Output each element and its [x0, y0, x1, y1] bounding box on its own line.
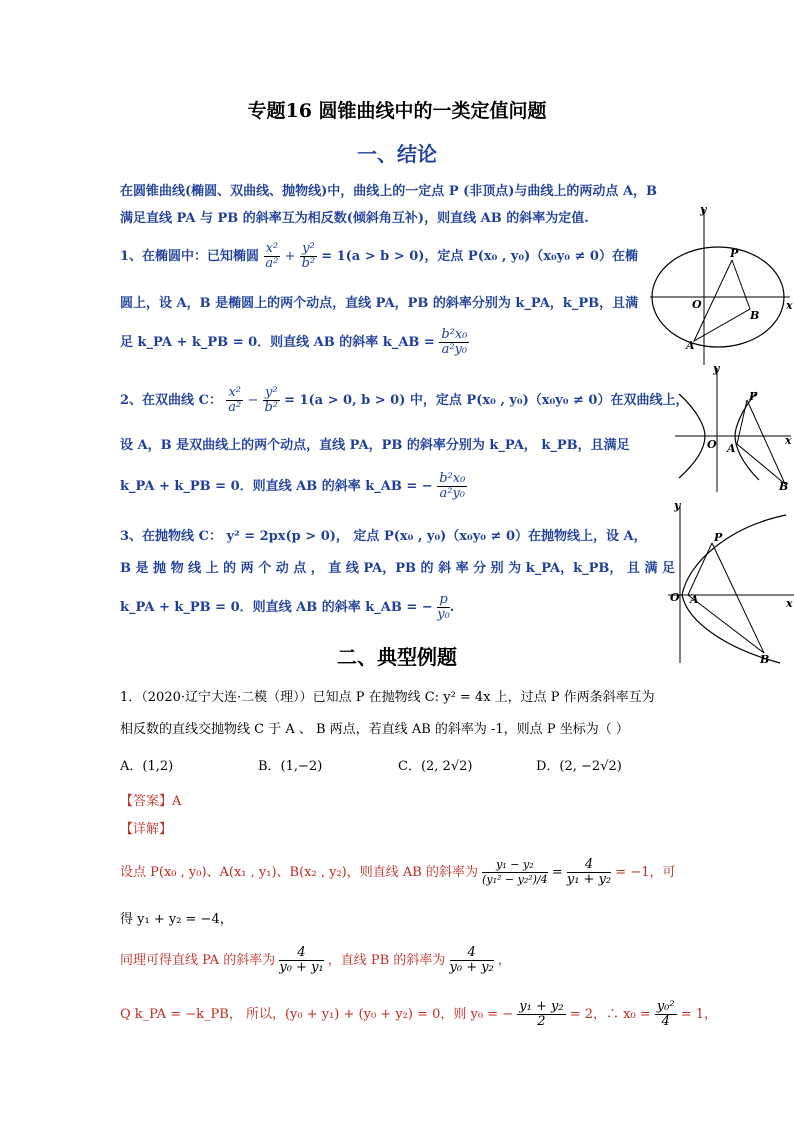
item1-line-1: 1、在椭圆中：已知椭圆 $\frac{\text{x²}}{\text{a²}}$ + $\frac{\text{y²}}{\text{b²}}$ = 1(a > b > 0)，定点 P(x₀ , y₀)（x₀y₀ ≠ 0）在椭: [120, 241, 638, 271]
item2-equation: = 1(a > 0, b > 0) 中，定点 P(x₀ , y₀)（x₀y₀ ≠ 0）在双曲线上，: [284, 393, 689, 408]
hyperbola-label-x: x: [785, 434, 792, 447]
parabola-label-a: A: [690, 593, 699, 606]
answer-value: A: [172, 794, 182, 809]
solution-line-1: 设点 P(x₀ , y₀)、A(x₁ , y₁)、B(x₂ , y₂)，则直线 AB 的斜率为 $\frac{\text{y₁ − y₂}}{\text{(y₁² − y₂²)/4}}$ = $\frac{4}{\text{y₁ + y₂}}$ = −1，可: [120, 857, 676, 887]
item1-prefix: 1、在椭圆中：已知椭圆: [120, 249, 260, 264]
parabola-figure: [668, 503, 794, 665]
question-1-line-2: 相反数的直线交抛物线 C 于 A 、 B 两点，若直线 AB 的斜率为 -1，则点 P 坐标为（ ）: [120, 722, 629, 737]
y0-fraction: $\frac{\text{y₁ + y₂}}{2}$: [519, 999, 564, 1029]
item2-line-3: [120, 472, 467, 501]
kpa-fraction: $\frac{4}{\text{y₀ + y₁}}$: [279, 945, 324, 975]
answer-label: 【答案】: [120, 794, 173, 809]
hyperbola-label-b: B: [779, 480, 789, 492]
item3-result: k_PA + k_PB = 0．则直线 AB 的斜率 k_AB = −: [120, 600, 433, 615]
hyperbola-label-o: O: [707, 438, 717, 451]
item1-line-2: 圆上，设 A，B 是椭圆上的两个动点，直线 PA，PB 的斜率分别为 k_PA，k_PB，且满: [120, 296, 639, 311]
hyperbola-label-p: P: [749, 390, 758, 403]
hyperbola-figure: [675, 362, 794, 492]
item1-result: 足 k_PA + k_PB = 0．则直线 AB 的斜率 k_AB =: [120, 335, 435, 350]
item2-line-1: 2、在双曲线 C： $\frac{\text{x²}}{\text{a²}}$ − $\frac{\text{y²}}{\text{b²}}$ = 1(a > 0, b > 0) 中，定点 P(x₀ , y₀)（x₀y₀ ≠ 0）在双曲线上，: [120, 385, 689, 415]
item1-line-3: [120, 328, 469, 357]
item2-prefix: 2、在双曲线 C：: [120, 393, 222, 408]
y2-over-b2-fraction: $\frac{\text{y²}}{\text{b²}}$: [301, 241, 316, 271]
parabola-label-o: O: [670, 591, 680, 604]
hyperbola-label-y: y: [713, 362, 720, 375]
hyp-x-fraction: $\frac{\text{x²}}{\text{a²}}$: [228, 385, 242, 415]
item3-line-2: B 是 抛 物 线 上 的 两 个 动 点 ， 直 线 PA，PB 的 斜 率 分 别 为 k_PA，k_PB， 且 满 足: [120, 561, 675, 576]
ellipse-label-b: B: [750, 309, 760, 322]
option-b: B．(1,−2): [258, 759, 323, 774]
kpb-fraction: $\frac{4}{\text{y₀ + y₂}}$: [449, 945, 494, 975]
x0-fraction: $\frac{\text{y₀²}}{4}$: [656, 999, 675, 1029]
ellipse-label-x: x: [786, 299, 793, 312]
hyp-y-fraction: $\frac{\text{y²}}{\text{b²}}$: [264, 385, 279, 415]
page-title: 专题16 圆锥曲线中的一类定值问题: [247, 100, 547, 122]
ellipse-label-o: O: [692, 298, 702, 311]
ellipse-label-y: y: [700, 205, 707, 216]
answer-line: [120, 790, 181, 809]
solution-line-4: [120, 1000, 717, 1029]
question-1-line-1: 1．（2020·辽宁大连·二模（理））已知点 P 在抛物线 C: y² = 4x 上，过点 P 作两条斜率互为: [120, 690, 655, 705]
option-c: C．(2, 2√2): [398, 759, 473, 774]
solution-line-2: 得 y₁ + y₂ = −4，: [120, 912, 233, 927]
item3-line-1: 3、在抛物线 C： y² = 2px(p > 0)， 定点 P(x₀ , y₀)（x₀y₀ ≠ 0）在抛物线上，设 A，: [120, 529, 647, 544]
solution-text-3a: 同理可得直线 PA 的斜率为: [120, 953, 276, 968]
four-over-sum-fraction: $\frac{4}{\text{y₁ + y₂}}$: [566, 857, 612, 887]
solution-text-4b: = 2，∴ x₀ =: [569, 1007, 651, 1022]
item3-line-3: k_PA + k_PB = 0．则直线 AB 的斜率 k_AB = − $\frac{p}{\text{y₀}}$ .: [120, 592, 455, 622]
x2-over-a2-fraction: $\frac{\text{x²}}{\text{a²}}$: [265, 241, 279, 271]
solution-text-3b: ，直线 PB 的斜率为: [327, 953, 446, 968]
solution-line-3: [120, 946, 511, 975]
section-heading-examples: 二、典型例题: [337, 645, 457, 669]
parabola-label-y: y: [674, 503, 681, 512]
solution-text-4c: = 1，: [680, 1007, 718, 1022]
ellipse-label-a: A: [686, 339, 695, 352]
section-heading-conclusion: 一、结论: [357, 142, 437, 166]
item2-result: k_PA + k_PB = 0．则直线 AB 的斜率 k_AB = −: [120, 479, 433, 494]
ellipse-label-p: P: [730, 247, 739, 260]
parabola-label-b: B: [760, 653, 770, 665]
item1-equation: = 1(a > b > 0)，定点 P(x₀ , y₀)（x₀y₀ ≠ 0）在椭: [321, 249, 638, 264]
solution-text-4: Q k_PA = −k_PB， 所以，(y₀ + y₁) + (y₀ + y₂) = 0，则 y₀ = −: [120, 1007, 514, 1022]
intro-line-1: 在圆锥曲线(椭圆、双曲线、抛物线)中，曲线上的一定点 P (非顶点)与曲线上的两动点 A，B: [120, 184, 658, 199]
solution-text-1b: = −1，可: [615, 865, 676, 880]
solution-text-1: 设点 P(x₀ , y₀)、A(x₁ , y₁)、B(x₂ , y₂)，则直线 AB 的斜率为: [120, 865, 478, 880]
option-d: D．(2, −2√2): [536, 759, 622, 774]
ellipse-figure: [650, 205, 794, 365]
option-a: A．(1,2): [120, 759, 174, 774]
parabola-label-p: P: [714, 531, 723, 544]
parabola-label-x: x: [786, 597, 793, 610]
item2-line-2: 设 A，B 是双曲线上的两个动点，直线 PA，PB 的斜率分别为 k_PA， k_PB，且满足: [120, 438, 630, 453]
kab-fraction: $\frac{\text{y₁ − y₂}}{\text{(y₁² − y₂²)/4}}$: [482, 858, 548, 886]
solution-text-3c: ，: [497, 953, 511, 968]
detail-label: 【详解】: [120, 822, 173, 837]
hyperbola-label-a: A: [727, 442, 736, 455]
intro-line-2: 满足直线 PA 与 PB 的斜率互为相反数(倾斜角互补)，则直线 AB 的斜率为定值.: [120, 211, 589, 226]
parabola-slope-fraction: $\frac{p}{\text{y₀}}$: [437, 592, 450, 622]
hyperbola-slope-fraction: $\frac{\text{b²x₀}}{\text{a²y₀}}$: [439, 471, 466, 501]
ellipse-slope-fraction: $\frac{\text{b²x₀}}{\text{a²y₀}}$: [441, 327, 468, 357]
